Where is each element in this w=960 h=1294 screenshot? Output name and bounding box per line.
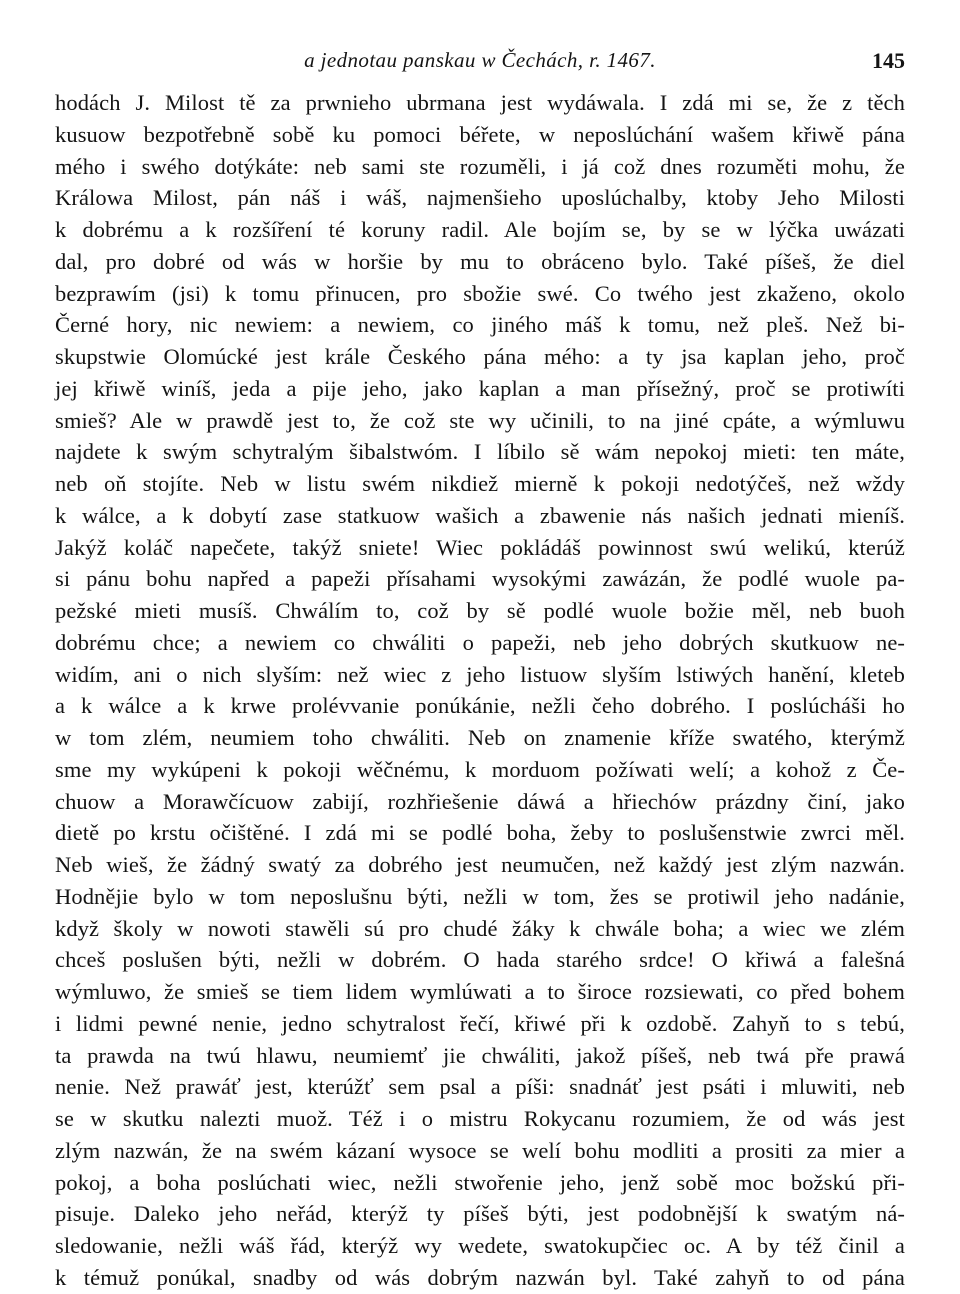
text-line: pežské mieti musíš. Chwálím to, což by sě podlé wuole božie měl, neb buoh bbox=[55, 598, 905, 623]
running-title: a jednotau panskau w Čechách, r. 1467. bbox=[304, 48, 656, 72]
text-line: bezprawím (jsi) k tomu přinucen, pro sbožie swé. Co twého jest zkaženo, okolo bbox=[55, 280, 905, 306]
text-line: najdete k swým schytralým šibalstwóm. I líbilo sě wám nepokoj mieti: ten máte, bbox=[55, 439, 905, 465]
text-line: kusuow bezpotřebně sobě ku pomoci béřete, w neposlúchání wašem křiwě pána bbox=[55, 121, 905, 147]
text-line: pokoj, a boha poslúchati wiec, nežli stwořenie jeho, jenž sobě moc božskú při- bbox=[55, 1169, 905, 1195]
text-line: nenie. Než prawáť jest, kterúžť sem psal a píši: snadnáť jest psáti i mluwiti, neb bbox=[55, 1074, 905, 1100]
text-line: k wálce, a k dobytí zase statkuow wašich a zbawenie nás našich jednati mieníš. bbox=[55, 502, 905, 528]
text-line: dal, pro dobré od wás w horšie by mu to obráceno bylo. Také píšeš, že diel bbox=[55, 248, 905, 274]
text-line: se w skutku nalezti muož. Též i o mistru Rokycanu rozumiem, že od wás jest bbox=[55, 1106, 905, 1131]
text-line: dobrému chce; a newiem co chwáliti o papeži, neb jeho dobrých skutkuow ne- bbox=[55, 629, 905, 655]
text-line: smieš? Ale w prawdě jest to, že což ste wy učinili, to na jiné cpáte, a wýmluwu bbox=[55, 407, 905, 433]
text-line: když školy w nowoti stawěli sú pro chudé žáky k chwále boha; a wiec we zlém bbox=[55, 915, 905, 941]
page-number: 145 bbox=[872, 48, 905, 73]
text-line: si pánu bohu napřed a papeži přísahami wysokými zawázán, že podlé wuole pa- bbox=[55, 566, 905, 592]
text-line: w tom zlém, neumiem toho chwáliti. Neb on znamenie kříže swatého, kterýmž bbox=[55, 725, 905, 750]
text-line: widím, ani o nich slyším: než wiec z jeho listuow slyším lstiwých hanění, kleteb bbox=[55, 661, 905, 687]
text-line: Neb wieš, že žádný swatý za dobrého jest neumučen, než každý jest zlým nazwán. bbox=[55, 852, 905, 877]
text-line: Hodnějie bylo w tom neposlušnu býti, nežli w tom, žes se protiwil jeho nadánie, bbox=[55, 883, 905, 909]
running-header bbox=[55, 48, 905, 84]
text-line: sledowanie, nežli wáš řád, kterýž wy wedete, swatokupčiec oc. A by též činil a bbox=[55, 1233, 905, 1258]
text-line: neb oň stojíte. Neb w listu swém nikdiež mierně k pokoji nedotýčeš, než wždy bbox=[55, 471, 905, 496]
text-line: k dobrému a k rozšíření té koruny radil. Ale bojím se, by se w lýčka uwázati bbox=[55, 217, 905, 242]
text-line: dietě po krstu očištěné. I zdá mi se podlé boha, žeby to poslušenstwie zwrci měl. bbox=[55, 820, 905, 846]
text-line: Králowa Milost, pán náš i wáš, najmenšieho uposlúchalby, ktoby Jeho Milosti bbox=[55, 185, 905, 211]
text-line: Jakýž koláč napečete, takýž sniete! Wiec pokládáš powinnost swú welikú, kterúž bbox=[55, 534, 905, 560]
text-line: zlým nazwán, že na swém kázaní wysoce se welí bohu modliti a prositi za mier a bbox=[55, 1137, 905, 1163]
text-line: mého i swého dotýkáte: neb sami ste rozuměli, i já což dnes rozuměti mohu, že bbox=[55, 153, 905, 179]
text-line: pisuje. Daleko jeho neřád, kterýž ty píšeš býti, jest podobnější k swatým ná- bbox=[55, 1201, 905, 1227]
text-line: chceš poslušen býti, nežli w dobrém. O hada starého srdce! O křiwá a falešná bbox=[55, 947, 905, 973]
text-line: a k wálce a k krwe prolévvanie ponúkánie, nežli čeho dobrého. I poslúcháši ho bbox=[55, 693, 905, 719]
text-line: sme my wykúpeni k pokoji wěčnému, k morduom požíwati welí; a kohož z Če- bbox=[55, 756, 905, 782]
text-line: chuow a Morawčícuow zabijí, rozhřiešenie dáwá a hřiechów prázdny činí, jako bbox=[55, 788, 905, 814]
text-line: ta prawda na twú hlawu, neumiemť jie chwáliti, jakož píšeš, neb twá pře prawá bbox=[55, 1042, 905, 1068]
text-line: k témuž ponúkal, snadby od wás dobrým nazwán byl. Také zahyň to od pána bbox=[55, 1264, 905, 1290]
text-line: wýmluwo, že smieš se tiem lidem wymlúwati a to široce rozsiewati, co před bohem bbox=[55, 979, 905, 1004]
text-line: jej křiwě winíš, jeda a pije jeho, jako kaplan a man přísežný, proč se protiwíti bbox=[55, 375, 905, 401]
text-line: i lidmi pewné nenie, jedno schytralost řečí, křiwé při k ozdobě. Zahyň to s tebú, bbox=[55, 1010, 905, 1036]
text-line: hodách J. Milost tě za prwnieho ubrmana jest wydáwala. I zdá mi se, že z těch bbox=[55, 90, 905, 115]
text-line: skupstwie Olomúcké jest krále Českého pána mého: a ty jsa kaplan jeho, proč bbox=[55, 344, 905, 369]
text-line: Černé hory, nic newiem: a newiem, co jiného máš k tomu, než pleš. Než bi- bbox=[55, 312, 905, 338]
body-text bbox=[55, 87, 905, 1294]
